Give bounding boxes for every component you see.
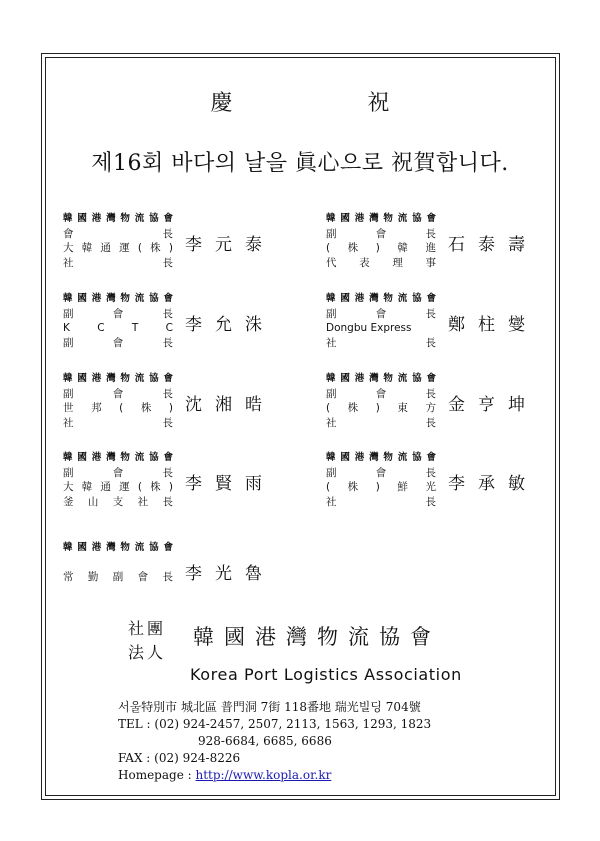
corp-type bbox=[128, 617, 166, 665]
homepage-label: Homepage : bbox=[118, 768, 192, 782]
page-title: 慶 祝 bbox=[210, 91, 454, 116]
corp-type-line: 法人 bbox=[128, 643, 167, 662]
congrats-entry bbox=[326, 292, 586, 362]
congrats-entry bbox=[63, 212, 323, 282]
entry-org-line: 韓國港灣物流協會 bbox=[326, 293, 436, 304]
entry-company-line: 大韓通運(株) bbox=[63, 481, 173, 493]
entry-company-line: Dongbu Express bbox=[326, 322, 412, 334]
congrats-entry bbox=[63, 541, 323, 611]
entry-company-line: K C T C bbox=[63, 322, 173, 334]
entry-company-line: (株)東方 bbox=[326, 402, 436, 414]
congrats-entry bbox=[63, 292, 323, 362]
entry-position-line: 副會長 bbox=[63, 336, 173, 349]
fax-line: FAX : (02) 924-8226 bbox=[118, 751, 241, 765]
entry-company-line: 大韓通運(株) bbox=[63, 242, 173, 254]
entry-position-line: 社長 bbox=[326, 416, 436, 429]
entry-title-line: 副會長 bbox=[63, 307, 173, 320]
entry-person-name: 沈湘晧 bbox=[185, 395, 275, 415]
entry-title-line: 副會長 bbox=[326, 307, 436, 320]
entry-org-line: 韓國港灣物流協會 bbox=[63, 542, 173, 553]
entry-title-line: 副會長 bbox=[326, 466, 436, 479]
entry-org-line: 韓國港灣物流協會 bbox=[63, 373, 173, 384]
entry-title-line: 會長 bbox=[63, 227, 173, 240]
entry-person-name: 李光魯 bbox=[185, 564, 275, 584]
contact-block bbox=[118, 699, 431, 784]
entry-person-name: 李賢雨 bbox=[185, 474, 275, 494]
entry-person-name: 李承敏 bbox=[448, 474, 538, 494]
entry-person-name: 李允洙 bbox=[185, 315, 275, 335]
corp-type-line: 社團 bbox=[128, 619, 167, 638]
tel-line-continued: 928-6684, 6685, 6686 bbox=[198, 734, 332, 748]
entry-person-name: 鄭柱燮 bbox=[448, 315, 538, 335]
entry-org-line: 韓國港灣物流協會 bbox=[63, 293, 173, 304]
congrats-entry bbox=[63, 372, 323, 442]
homepage-line bbox=[118, 767, 431, 784]
entry-position-line: 社長 bbox=[326, 336, 436, 349]
homepage-link[interactable]: http://www.kopla.or.kr bbox=[195, 768, 332, 782]
subtitle: 제16회 바다의 날을 眞心으로 祝賀합니다. bbox=[91, 151, 509, 176]
organization-block bbox=[0, 617, 600, 684]
entry-extra-line bbox=[63, 585, 173, 600]
entry-title-line: 副會長 bbox=[63, 466, 173, 479]
congrats-entry bbox=[326, 372, 586, 442]
entry-company-line: (株)鮮光 bbox=[326, 481, 436, 493]
congrats-entry bbox=[326, 212, 586, 282]
entry-org-line: 韓國港灣物流協會 bbox=[326, 213, 436, 224]
entry-position-line: 釜山支社長 bbox=[63, 495, 173, 508]
entry-org-line: 韓國港灣物流協會 bbox=[63, 452, 173, 463]
organization-name-en: Korea Port Logistics Association bbox=[190, 665, 462, 684]
entry-org-line: 韓國港灣物流協會 bbox=[326, 373, 436, 384]
entry-person-name: 李元泰 bbox=[185, 235, 275, 255]
entry-title-line: 副會長 bbox=[63, 387, 173, 400]
entry-title-line bbox=[63, 556, 173, 571]
entry-title-line: 副會長 bbox=[326, 387, 436, 400]
entry-position-line: 社長 bbox=[63, 416, 173, 429]
entry-position-line: 代表理事 bbox=[326, 256, 436, 269]
entry-org-line: 韓國港灣物流協會 bbox=[326, 452, 436, 463]
entry-position-line: 社長 bbox=[63, 256, 173, 269]
entry-person-name: 石泰壽 bbox=[448, 235, 538, 255]
entry-company-line: 世邦(株) bbox=[63, 402, 173, 414]
entry-org-line: 韓國港灣物流協會 bbox=[63, 213, 173, 224]
address: 서울特別市 城北區 普門洞 7街 118番地 瑞光빌딩 704號 bbox=[118, 700, 421, 714]
congrats-entry bbox=[63, 451, 323, 521]
tel-line: TEL : (02) 924-2457, 2507, 2113, 1563, 1293, 1823 bbox=[118, 717, 432, 731]
entry-person-name: 金亨坤 bbox=[448, 395, 538, 415]
entry-title-line: 副會長 bbox=[326, 227, 436, 240]
entry-position-line: 社長 bbox=[326, 495, 436, 508]
entry-position-line: 常勤副會長 bbox=[63, 571, 173, 583]
organization-name: 韓國港灣物流協會 bbox=[193, 625, 441, 649]
congrats-entry bbox=[326, 451, 586, 521]
entry-company-line: (株)韓進 bbox=[326, 242, 436, 254]
